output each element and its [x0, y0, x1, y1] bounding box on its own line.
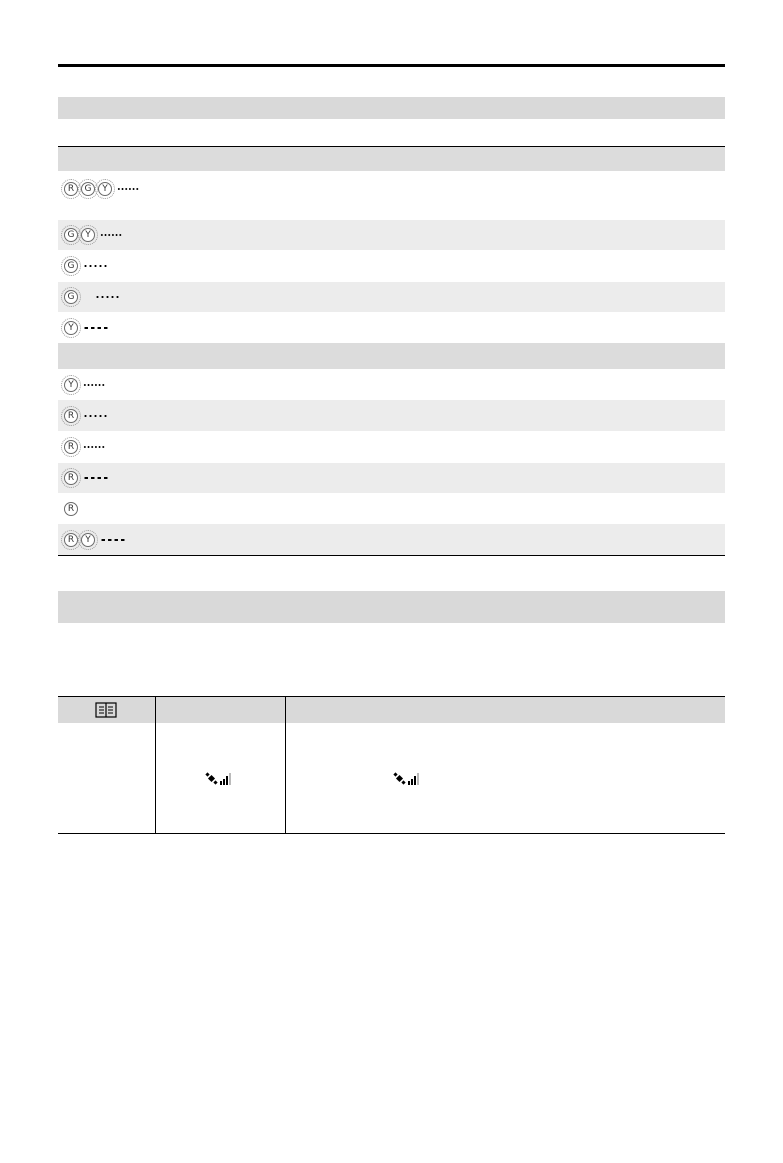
fast-blink-icon	[100, 234, 122, 236]
red-led-icon: R	[64, 502, 78, 516]
status-row	[58, 493, 725, 524]
green-led-icon: G	[64, 290, 78, 304]
red-led-icon: R	[64, 182, 78, 196]
status-row	[58, 524, 725, 555]
blink-icon	[83, 477, 109, 479]
slow-blink-icon	[95, 296, 119, 298]
yellow-led-icon: Y	[64, 378, 78, 392]
yellow-led-icon: Y	[81, 228, 95, 242]
green-led-icon: G	[81, 182, 95, 196]
info-table-bottom-rule	[58, 833, 725, 834]
status-row	[58, 282, 725, 312]
red-led-icon: R	[64, 533, 78, 547]
slow-blink-icon	[83, 265, 107, 267]
section-heading-bar	[58, 591, 725, 623]
page-header-rule	[58, 64, 725, 67]
gps-signal-icon	[393, 772, 423, 791]
green-led-icon: G	[64, 228, 78, 242]
yellow-led-icon: Y	[81, 533, 95, 547]
info-table	[58, 696, 725, 834]
column-divider	[285, 696, 286, 834]
fast-blink-icon	[83, 446, 105, 448]
status-subheader-warning	[58, 343, 725, 369]
status-subheader-normal	[58, 147, 725, 171]
blink-icon	[100, 539, 126, 541]
slow-blink-icon	[83, 415, 107, 417]
status-row	[58, 369, 725, 400]
red-led-icon: R	[64, 409, 78, 423]
section-heading-bar	[58, 97, 725, 119]
status-row	[58, 171, 725, 220]
fast-blink-icon	[117, 188, 139, 190]
status-row	[58, 220, 725, 250]
green-led-icon: G	[64, 259, 78, 273]
yellow-led-icon: Y	[64, 321, 78, 335]
red-led-icon: R	[64, 440, 78, 454]
info-table-header	[58, 696, 725, 723]
gps-signal-icon	[205, 772, 235, 791]
status-row	[58, 463, 725, 493]
status-row	[58, 250, 725, 282]
status-table-bottom-rule	[58, 555, 725, 556]
fast-blink-icon	[83, 384, 105, 386]
status-row	[58, 431, 725, 463]
red-led-icon: R	[64, 471, 78, 485]
manual-book-icon	[95, 702, 117, 723]
blink-icon	[83, 327, 109, 329]
column-divider	[155, 696, 156, 834]
status-row	[58, 400, 725, 431]
yellow-led-icon: Y	[98, 182, 112, 196]
status-row	[58, 312, 725, 343]
